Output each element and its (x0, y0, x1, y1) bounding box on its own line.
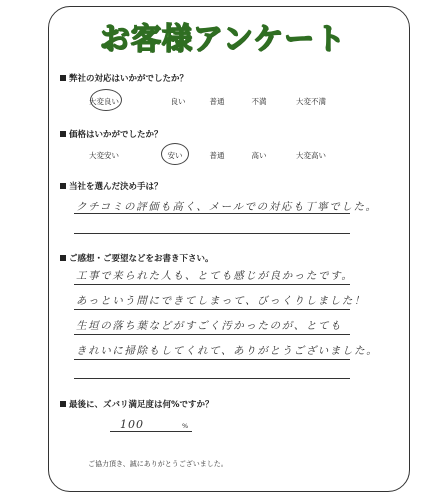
question-2-option-2[interactable]: 安い (167, 151, 183, 160)
question-4 (60, 252, 214, 264)
question-3-answer[interactable]: クチコミの評価も高く、メールでの対応も丁寧でした。 (76, 201, 378, 213)
question-2-option-1[interactable]: 大変安い (89, 151, 119, 160)
question-3-label: 当社を選んだ決め手は？ (69, 182, 163, 192)
question-1-option-1[interactable]: 大変良い (89, 97, 119, 106)
question-1-option-2[interactable]: 良い (170, 97, 186, 106)
answer-line (74, 334, 350, 335)
selected-option-circle (90, 89, 122, 111)
question-4-answer-line-4[interactable]: きれいに掃除もしてくれて、ありがとうございました。 (76, 345, 379, 357)
footer-thanks: ご協力頂き、誠にありがとうございました。 (88, 460, 228, 468)
question-5 (60, 398, 214, 410)
answer-line (74, 213, 350, 214)
question-4-answer-line-2[interactable]: あっという間にできてしまって、びっくりしました！ (76, 295, 367, 307)
answer-line (74, 309, 350, 310)
question-4-label: ご感想・ご要望などをお書き下さい。 (69, 254, 214, 264)
question-3 (60, 180, 163, 192)
question-1-option-5[interactable]: 大変不満 (296, 97, 326, 106)
question-1 (60, 72, 188, 84)
satisfaction-value[interactable]: 100 (120, 418, 144, 431)
bullet-square-icon (60, 75, 66, 81)
question-1-option-4[interactable]: 不満 (251, 97, 267, 106)
bullet-square-icon (60, 183, 66, 189)
bullet-square-icon (60, 401, 66, 407)
bullet-square-icon (60, 131, 66, 137)
question-4-answer-line-3[interactable]: 生垣の落ち葉などがすごく汚かったのが、とても (76, 320, 343, 332)
bullet-square-icon (60, 255, 66, 261)
question-2-options (0, 150, 446, 164)
question-1-label: 弊社の対応はいかがでしたか？ (69, 74, 189, 84)
question-2 (60, 128, 163, 140)
answer-line (74, 233, 350, 234)
page-title: お客様アンケート (99, 22, 347, 57)
answer-line (74, 284, 350, 285)
selected-option-circle (161, 143, 189, 165)
question-1-options (0, 96, 446, 110)
question-2-label: 価格はいかがでしたか？ (69, 130, 163, 140)
answer-line (74, 359, 350, 360)
satisfaction-line (110, 431, 192, 432)
question-1-option-3[interactable]: 普通 (209, 97, 225, 106)
question-4-answer-line-1[interactable]: 工事で来られた人も、とても感じが良かったです。 (76, 270, 354, 282)
percent-unit: % (182, 422, 189, 430)
question-2-option-4[interactable]: 高い (251, 151, 267, 160)
question-2-option-3[interactable]: 普通 (209, 151, 225, 160)
answer-line (74, 378, 350, 379)
question-2-option-5[interactable]: 大変高い (296, 151, 326, 160)
question-5-label: 最後に、ズバリ満足度は何%ですか？ (69, 400, 214, 410)
